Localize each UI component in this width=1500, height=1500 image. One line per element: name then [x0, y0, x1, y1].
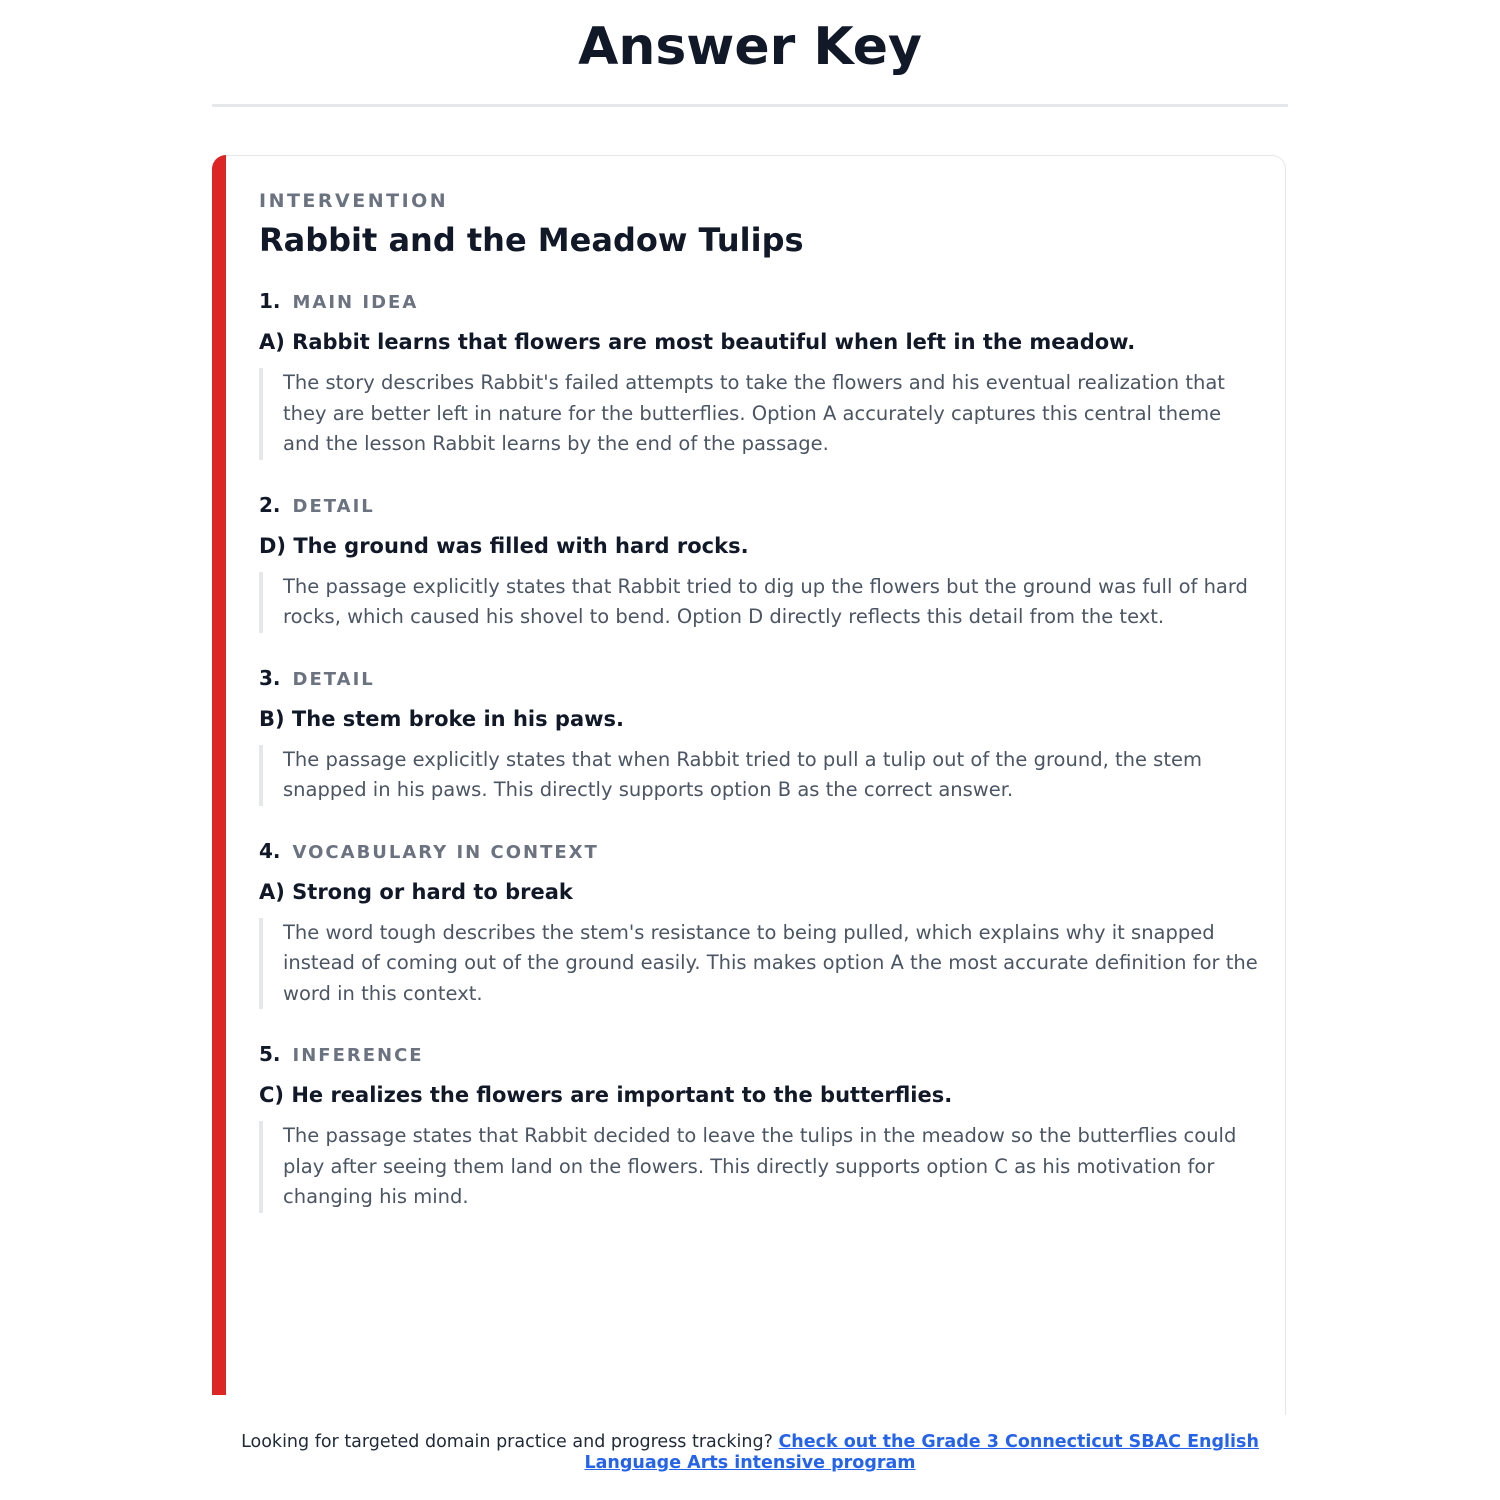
question-type: INFERENCE — [292, 1045, 424, 1066]
question-item — [259, 286, 1259, 460]
footer-promo — [200, 1432, 1300, 1474]
question-number: 2. — [259, 492, 281, 517]
question-type: VOCABULARY IN CONTEXT — [292, 841, 599, 863]
card-accent-bar — [212, 155, 226, 1395]
card-eyebrow: INTERVENTION — [259, 190, 449, 212]
question-explanation: The passage states that Rabbit decided to leave the tulips in the meadow so the butterflies could play after seeing them land on the flowers. This directly supports option C as his motivation for changing his mind. — [259, 1121, 1259, 1213]
question-list — [259, 286, 1259, 1213]
question-item — [259, 836, 1259, 1010]
question-answer: A) Strong or hard to break — [259, 879, 573, 904]
page-title: Answer Key — [578, 17, 922, 77]
question-header — [259, 663, 1259, 695]
question-item — [259, 663, 1259, 806]
footer-text: Looking for targeted domain practice and progress tracking? — [241, 1432, 779, 1452]
question-header — [259, 490, 1259, 522]
question-item — [259, 1039, 1259, 1213]
question-explanation: The passage explicitly states that Rabbit tried to dig up the flowers but the ground was full of hard rocks, which caused his shovel to bend. Option D directly reflects this detail from the text. — [259, 572, 1259, 633]
question-number: 3. — [259, 665, 281, 690]
card-content — [259, 186, 1259, 1243]
question-answer: B) The stem broke in his paws. — [259, 706, 624, 731]
title-divider — [212, 104, 1288, 107]
passage-title: Rabbit and the Meadow Tulips — [259, 221, 804, 259]
question-header — [259, 836, 1259, 868]
question-explanation: The story describes Rabbit's failed attempts to take the flowers and his eventual realization that they are better left in nature for the butterflies. Option A accurately captures this central theme and the lesson Rabbit learns by the end of the passage. — [259, 368, 1259, 460]
question-number: 5. — [259, 1042, 281, 1066]
question-item — [259, 490, 1259, 633]
question-type: DETAIL — [292, 495, 375, 517]
question-number: 1. — [259, 289, 281, 313]
question-header — [259, 1039, 1259, 1071]
question-answer: A) Rabbit learns that flowers are most beautiful when left in the meadow. — [259, 330, 1136, 354]
question-explanation: The word tough describes the stem's resistance to being pulled, which explains why it snapped instead of coming out of the ground easily. This makes option A the most accurate definition for the word in this context. — [259, 918, 1259, 1010]
question-number: 4. — [259, 838, 281, 863]
question-explanation: The passage explicitly states that when Rabbit tried to pull a tulip out of the ground, the stem snapped in his paws. This directly supports option B as the correct answer. — [259, 745, 1259, 806]
question-answer: D) The ground was filled with hard rocks. — [259, 533, 749, 558]
program-link[interactable]: Check out the Grade 3 Connecticut SBAC English Language Arts intensive program — [584, 1432, 1259, 1473]
question-type: MAIN IDEA — [292, 292, 419, 313]
question-type: DETAIL — [292, 668, 375, 690]
question-answer: C) He realizes the flowers are important to the butterflies. — [259, 1083, 953, 1107]
question-header — [259, 286, 1259, 318]
